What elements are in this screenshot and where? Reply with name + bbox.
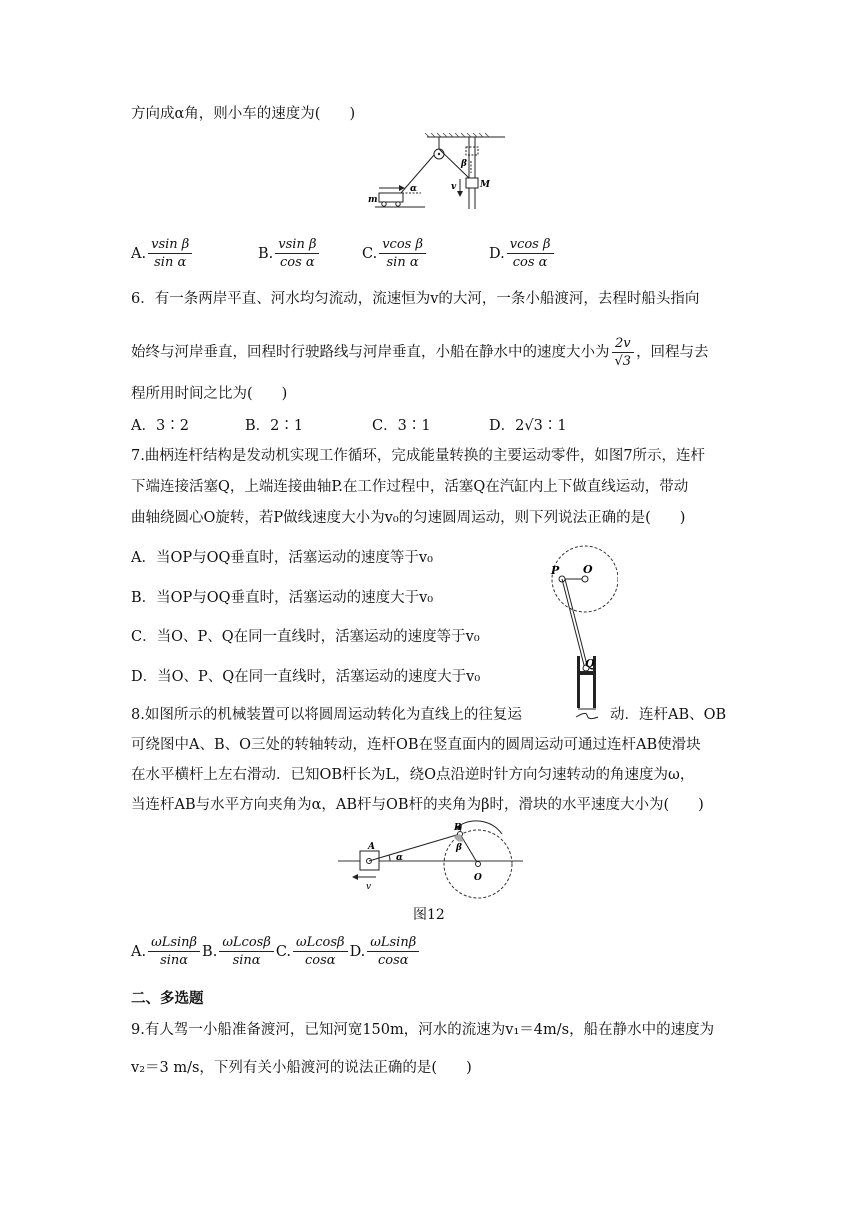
q5-option-c[interactable]: C. $\frac{\text{vcos β}}{\text{sin α}}$ xyxy=(362,236,428,271)
q9-line2: v₂＝3 m/s，下列有关小船渡河的说法正确的是( ) xyxy=(131,1060,472,1076)
q5-label-v: v xyxy=(451,182,457,192)
q8-label-O: O xyxy=(474,873,482,883)
q5-label-alpha: α xyxy=(410,184,417,194)
q8-label-beta: β xyxy=(456,843,462,853)
q6-option-c[interactable]: C．3∶1 xyxy=(372,418,431,434)
q8-option-a[interactable]: A. $\frac{\omega Lsin\beta}{\sin\alpha}$ xyxy=(131,944,202,960)
q8-label-alpha: α xyxy=(396,853,403,863)
q8-label-B: B xyxy=(454,823,462,833)
q7-crank-figure xyxy=(548,543,618,725)
q9-line1: 9.有人驾一小船准备渡河，已知河宽150m，河水的流速为v₁＝4m/s，船在静水中的速度为 xyxy=(131,1022,715,1038)
q8-option-b[interactable]: B. $\frac{\omega Lcos\beta}{\sin\alpha}$ xyxy=(202,944,276,960)
q6-option-a[interactable]: A．3∶2 xyxy=(131,418,189,434)
q5-option-b[interactable]: B. $\frac{\text{vsin β}}{\text{cos α}}$ xyxy=(258,236,321,271)
q6-option-b[interactable]: B．2∶1 xyxy=(245,418,304,434)
q6-line3: 程所用时间之比为( ) xyxy=(131,386,288,402)
q6-option-d[interactable]: D．2√3∶1 xyxy=(489,418,567,434)
q7-line3: 曲轴绕圆心O旋转，若P做线速度大小为v₀的匀速圆周运动，则下列说法正确的是( ) xyxy=(131,510,686,526)
q8-figure-caption: 图12 xyxy=(413,907,445,923)
q5-option-a[interactable]: A. $\frac{\text{vsin β}}{\text{sin α}}$ xyxy=(131,236,194,271)
q8-line1b: 动．连杆AB、OB xyxy=(610,707,727,723)
q6-line1: 6．有一条两岸平直、河水均匀流动，流速恒为v的大河，一条小船渡河，去程时船头指向 xyxy=(131,291,700,307)
q7-line1: 7.曲柄连杆结构是发动机实现工作循环，完成能量转换的主要运动零件，如图7所示，连杆 xyxy=(131,448,706,464)
q8-slider-crank-figure xyxy=(338,818,528,900)
q5-label-M: M xyxy=(480,180,490,190)
q8-label-v: v xyxy=(366,882,372,892)
q8-option-c[interactable]: C. $\frac{\omega Lcos\beta}{\cos\alpha}$ xyxy=(276,944,350,960)
q5-stem: 方向成α角，则小车的速度为( ) xyxy=(131,106,356,122)
q8-line1a: 8.如图所示的机械装置可以将圆周运动转化为直线上的往复运 xyxy=(131,707,522,723)
q8-options xyxy=(131,934,421,969)
q7-label-Q: Q xyxy=(585,657,595,670)
q5-option-d[interactable]: D. $\frac{\text{vcos β}}{\text{cos α}}$ xyxy=(489,236,556,271)
q5-label-beta: β xyxy=(461,159,467,169)
q8-line3: 在水平横杆上左右滑动．已知OB杆长为L，绕O点沿逆时针方向匀速转动的角速度为ω， xyxy=(131,767,695,783)
q5-pulley-figure xyxy=(365,133,505,213)
q8-option-d[interactable]: D. $\frac{\omega Lsin\beta}{\cos\alpha}$ xyxy=(350,944,422,960)
q8-line4: 当连杆AB与水平方向夹角为α，AB杆与OB杆的夹角为β时，滑块的水平速度大小为( ) xyxy=(131,797,704,813)
q7-option-a[interactable]: A．当OP与OQ垂直时，活塞运动的速度等于v₀ xyxy=(131,550,433,566)
q7-label-O: O xyxy=(583,563,593,576)
q8-line2: 可绕图中A、B、O三处的转轴转动，连杆OB在竖直面内的圆周运动可通过连杆AB使滑块 xyxy=(131,737,701,753)
q7-option-b[interactable]: B．当OP与OQ垂直时，活塞运动的速度大于v₀ xyxy=(131,590,434,606)
q6-line2: 始终与河岸垂直，回程时行驶路线与河岸垂直，小船在静水中的速度大小为 $\frac{2v}{√3}$ ，回程与去 xyxy=(131,336,709,369)
q7-line2: 下端连接活塞Q，上端连接曲轴P.在工作过程中，活塞Q在汽缸内上下做直线运动，带动 xyxy=(131,479,689,495)
q7-option-d[interactable]: D．当O、P、Q在同一直线时，活塞运动的速度大于v₀ xyxy=(131,669,481,685)
q7-label-P: P xyxy=(551,564,560,577)
q7-option-c[interactable]: C．当O、P、Q在同一直线时，活塞运动的速度等于v₀ xyxy=(131,629,480,645)
section-title-multiple-choice: 二、多选题 xyxy=(131,991,204,1007)
q5-label-m: m xyxy=(368,195,378,205)
q8-label-A: A xyxy=(368,842,375,852)
